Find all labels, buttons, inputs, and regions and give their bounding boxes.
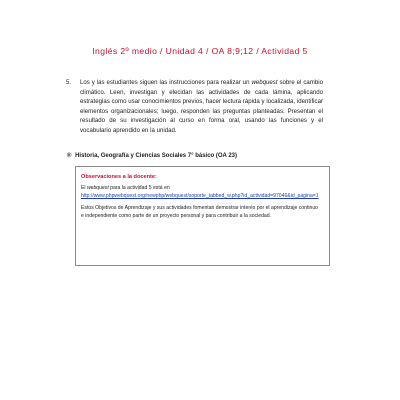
- observations-content: [81, 174, 321, 220]
- teacher-observations-box: [75, 166, 330, 266]
- webquest-link[interactable]: http://www.phpwebquest.org/newphp/webquest/soporte_tabbed_w.php?id_actividad=97046&id_pagina=1: [81, 192, 319, 199]
- observations-line-1: [81, 185, 321, 193]
- observations-line-3: Estos Objetivos de Aprendizaje y sus actividades fomentan demostrar interés por el aprendizaje continuo e independiente como parte de un proyecto personal y para contribuir a la sociedad.: [81, 205, 318, 219]
- activity-text-part2: sobre el cambio climático. Leen, investigan y elecidan las actividades de cada lámina, aplicando estrategias como usar conocimientos previos, hacer lectura rápida y localizada, identificar elementos organizacionales; luego, responden las preguntas planteadas. Presentan el resultado de su investigación al curso en forma oral, usando las funciones y el vocabulario aprendido en la unidad.: [80, 79, 323, 134]
- page-header: [0, 46, 400, 56]
- activity-item: [66, 78, 323, 136]
- activity-number: 5.: [66, 79, 72, 86]
- observations-title: Observaciones a la docente:: [81, 174, 157, 180]
- observations-line-1-emphasis: webquest: [86, 185, 109, 191]
- cross-reference-text: Historia, Geografía y Ciencias Sociales 7° básico (OA 23): [75, 153, 237, 159]
- observations-line-1-prefix: El: [81, 185, 87, 191]
- activity-text-part1: Los y las estudiantes siguen las instrucciones para realizar un: [80, 79, 252, 86]
- header-title: Inglés 2º medio / Unidad 4 / OA 8;9;12 / Actividad 5: [92, 46, 308, 56]
- cross-reference: [67, 153, 327, 159]
- activity-text-emphasis: webquest: [251, 79, 278, 86]
- connection-icon: ®: [67, 153, 72, 159]
- observations-line-1-suffix: para la actividad 5 está en: [108, 185, 170, 191]
